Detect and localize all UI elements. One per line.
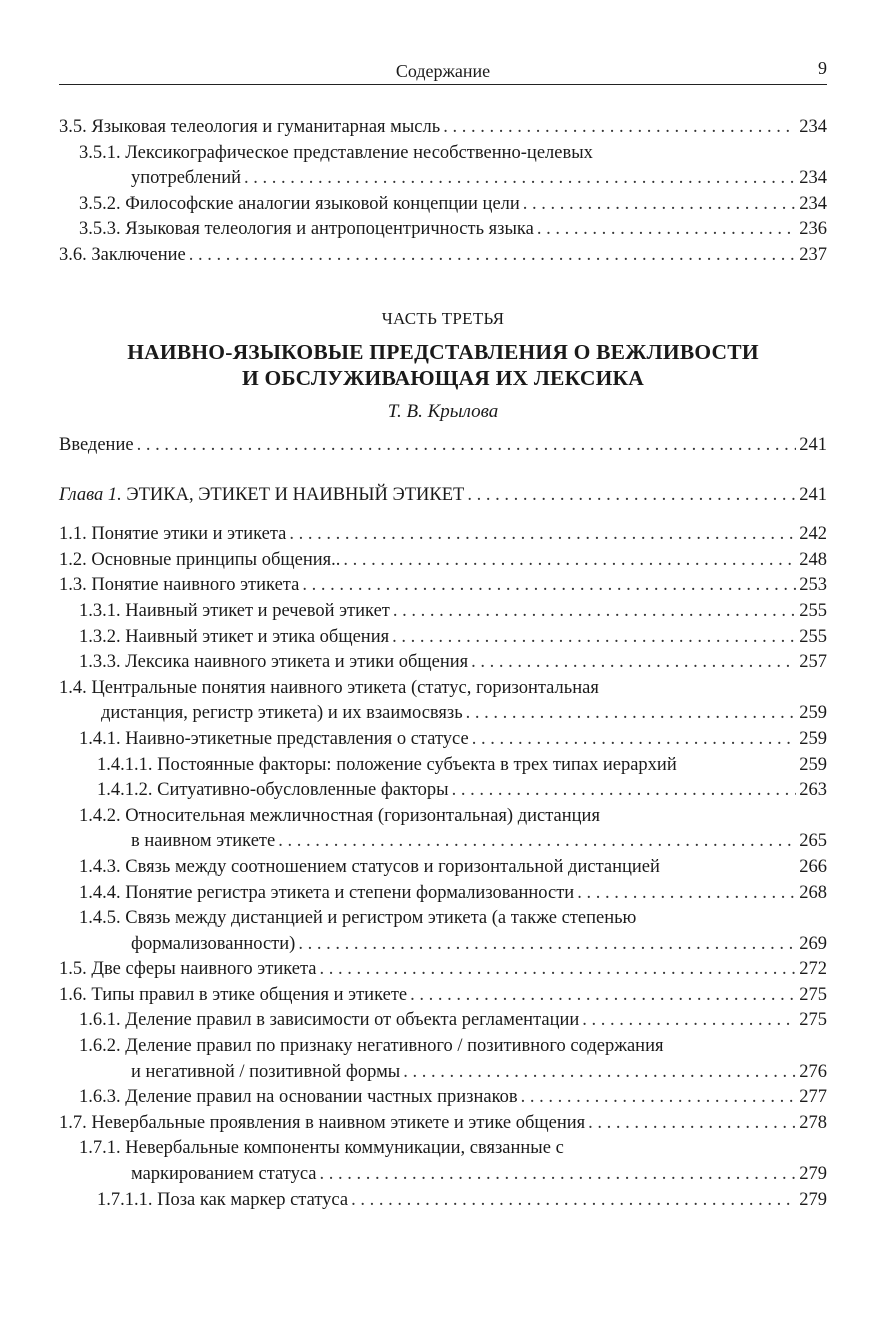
toc-entry[interactable]	[59, 243, 827, 269]
toc-entry[interactable]	[59, 1008, 827, 1034]
toc-entry[interactable]	[59, 650, 827, 676]
part-title-line-1: НАИВНО-ЯЗЫКОВЫЕ ПРЕДСТАВЛЕНИЯ О ВЕЖЛИВОСТИ	[127, 340, 759, 364]
toc-entry-page: 259	[799, 728, 827, 749]
leader-dots	[302, 573, 796, 599]
toc-entry-text: 1.2. Основные принципы общения..	[59, 549, 341, 570]
toc-entry-page: 268	[799, 882, 827, 903]
leader-dots	[403, 1060, 796, 1086]
toc-entry-text-line[interactable]: 1.6.2. Деление правил по признаку негативного / позитивного содержания	[79, 1036, 664, 1057]
toc-part-three	[59, 433, 827, 1213]
toc-entry-text: 1.3. Понятие наивного этикета	[59, 575, 300, 596]
toc-entry[interactable]	[59, 701, 827, 727]
toc-entry[interactable]	[59, 166, 827, 192]
chapter-prefix: Глава 1.	[59, 484, 122, 505]
toc-entry-page: 265	[799, 831, 827, 852]
toc-entry-page: 242	[799, 524, 827, 545]
leader-dots	[393, 599, 796, 625]
leader-dots	[319, 1162, 796, 1188]
toc-entry-text: 1.7.1.1. Поза как маркер статуса	[97, 1189, 349, 1210]
toc-entry-text: 1.6.1. Деление правил в зависимости от объекта регламентации	[79, 1010, 580, 1031]
toc-entry-page: 234	[799, 117, 827, 137]
toc-entry-page: 237	[799, 244, 827, 265]
leader-dots	[189, 243, 797, 269]
toc-entry-page: 276	[799, 1061, 827, 1082]
toc-entry-page: 275	[799, 1010, 827, 1031]
leader-dots	[410, 983, 796, 1009]
part-author: Т. В. Крылова	[387, 401, 499, 422]
toc-entry-text: 1.1. Понятие этики и этикета	[59, 524, 287, 545]
toc-entry-introduction[interactable]	[59, 433, 827, 459]
toc-entry[interactable]	[59, 778, 827, 804]
leader-dots	[392, 625, 796, 651]
toc-entry-text: 1.4.1. Наивно-этикетные представления о статусе	[79, 728, 469, 749]
toc-entry-text: 1.4.4. Понятие регистра этикета и степени формализованности	[79, 882, 575, 903]
leader-dots	[137, 433, 797, 459]
chapter-title: ЭТИКА, ЭТИКЕТ И НАИВНЫЙ ЭТИКЕТ	[126, 484, 465, 505]
toc-entry-text: 1.3.1. Наивный этикет и речевой этикет	[79, 600, 390, 621]
toc-entry[interactable]	[59, 1085, 827, 1111]
toc-entry[interactable]	[59, 522, 827, 548]
toc-entry-page: 279	[799, 1189, 827, 1210]
toc-entry-page: 269	[799, 933, 827, 954]
toc-entry-text: 3.5.2. Философские аналогии языковой концепции цели	[79, 193, 520, 214]
toc-entry-page: 257	[799, 652, 827, 673]
toc-entry-text: и негативной / позитивной формы	[131, 1061, 401, 1082]
toc-entry-page: 241	[799, 484, 827, 505]
leader-dots	[289, 522, 796, 548]
leader-dots	[472, 727, 797, 753]
part-header	[59, 308, 827, 424]
toc-entry[interactable]	[59, 1162, 827, 1188]
leader-dots	[537, 217, 796, 243]
toc-entry-text: 3.5. Языковая телеология и гуманитарная мысль	[59, 117, 441, 137]
toc-entry-text	[59, 483, 467, 509]
toc-entry[interactable]	[59, 881, 827, 907]
toc-entry-page: 255	[799, 626, 827, 647]
running-header	[59, 58, 827, 85]
toc-entry[interactable]	[59, 983, 827, 1009]
spacer	[59, 459, 827, 483]
toc-entry-text: Введение	[59, 435, 134, 455]
toc-entry-text: 1.4.1.1. Постоянные факторы: положение субъекта в трех типах иерархий	[97, 754, 677, 775]
leader-dots	[471, 650, 796, 676]
toc-entry-text-line[interactable]: 1.4.2. Относительная межличностная (горизонтальная) дистанция	[79, 805, 600, 826]
toc-entry-text: 1.4.3. Связь между соотношением статусов и горизонтальной дистанцией	[79, 856, 660, 877]
toc-entry-page: 253	[799, 575, 827, 596]
part-title-line-2: И ОБСЛУЖИВАЮЩАЯ ИХ ЛЕКСИКА	[241, 366, 645, 390]
toc-entry[interactable]	[59, 115, 827, 141]
toc-entry-text: 1.4.1.2. Ситуативно-обусловленные факторы	[97, 780, 449, 801]
toc-entry[interactable]	[59, 727, 827, 753]
toc-entry-text-line[interactable]: 1.7.1. Невербальные компоненты коммуникации, связанные с	[79, 1138, 564, 1159]
leader-dots	[351, 1188, 796, 1214]
toc-entry-text: дистанция, регистр этикета) и их взаимосвязь	[101, 703, 463, 724]
leader-dots	[588, 1111, 796, 1137]
toc-entry-chapter-1[interactable]	[59, 483, 827, 509]
leader-dots	[582, 1008, 796, 1034]
toc-chapter-entries	[59, 522, 827, 1213]
toc-entry-text: маркированием статуса	[131, 1164, 317, 1185]
toc-entry[interactable]	[59, 599, 827, 625]
leader-dots	[244, 166, 796, 192]
toc-entry[interactable]	[59, 957, 827, 983]
toc-entry[interactable]	[59, 1060, 827, 1086]
toc-entry[interactable]	[59, 753, 827, 779]
toc-entry-text: 1.6. Типы правил в этике общения и этикете	[59, 984, 408, 1005]
leader-dots	[452, 778, 797, 804]
toc-entry[interactable]	[59, 1188, 827, 1214]
toc-entry-page: 263	[799, 780, 827, 801]
part-label: ЧАСТЬ ТРЕТЬЯ	[381, 309, 505, 328]
toc-entry[interactable]	[59, 932, 827, 958]
toc-entry-page: 275	[799, 984, 827, 1005]
toc-entry-page: 259	[799, 703, 827, 724]
toc-entry[interactable]	[59, 573, 827, 599]
toc-entry-text-line[interactable]: 1.4. Центральные понятия наивного этикета (статус, горизонтальная	[59, 677, 599, 698]
toc-entry-text: в наивном этикете	[131, 831, 276, 852]
toc-entry-page: 272	[799, 959, 827, 980]
toc-entry[interactable]	[59, 625, 827, 651]
toc-entry-text: формализованности)	[131, 933, 296, 954]
spacer	[59, 508, 827, 522]
toc-entry-text: 3.6. Заключение	[59, 244, 186, 265]
leader-dots	[278, 829, 796, 855]
leader-dots	[443, 115, 796, 141]
toc-entry-text: 1.3.2. Наивный этикет и этика общения	[79, 626, 390, 647]
leader-dots	[298, 932, 796, 958]
toc-entry-page: 255	[799, 600, 827, 621]
toc-entry-text-line[interactable]: 3.5.1. Лексикографическое представление несобственно-целевых	[79, 142, 593, 163]
toc-entry-text: употреблений	[131, 168, 242, 189]
toc-entry-page: 234	[799, 168, 827, 189]
toc-top-section	[59, 115, 827, 269]
running-header-title: Содержание	[395, 61, 491, 81]
leader-dots	[521, 1085, 797, 1111]
toc-entry-page: 279	[799, 1164, 827, 1185]
leader-dots	[466, 701, 797, 727]
toc-entry-page: 277	[799, 1087, 827, 1108]
toc-entry[interactable]	[59, 192, 827, 218]
toc-entry[interactable]	[59, 217, 827, 243]
toc-entry-text-line[interactable]: 1.4.5. Связь между дистанцией и регистром этикета (а также степенью	[79, 908, 637, 929]
leader-dots	[523, 192, 796, 218]
toc-entry-text: 3.5.3. Языковая телеология и антропоцентричность языка	[79, 219, 534, 240]
toc-entry-page: 236	[799, 219, 827, 240]
toc-entry-page: 259	[799, 754, 827, 775]
leader-dots	[577, 881, 796, 907]
toc-entry-page: 241	[799, 435, 827, 455]
toc-entry-text: 1.3.3. Лексика наивного этикета и этики общения	[79, 652, 469, 673]
toc-entry-text: 1.5. Две сферы наивного этикета	[59, 959, 317, 980]
leader-dots	[343, 548, 796, 574]
toc-entry-page: 248	[799, 549, 827, 570]
leader-dots	[319, 957, 796, 983]
toc-entry-page: 266	[799, 856, 827, 877]
toc-entry-page: 234	[799, 193, 827, 214]
toc-entry-text: 1.7. Невербальные проявления в наивном этикете и этике общения	[59, 1112, 586, 1133]
toc-entry[interactable]	[59, 1111, 827, 1137]
toc-entry-text: 1.6.3. Деление правил на основании частных признаков	[79, 1087, 518, 1108]
page-number: 9	[818, 58, 827, 78]
part-title	[59, 339, 827, 391]
toc-entry[interactable]	[59, 548, 827, 574]
toc-entry[interactable]	[59, 829, 827, 855]
toc-entry[interactable]	[59, 855, 827, 881]
leader-dots	[467, 483, 796, 509]
toc-entry-page: 278	[799, 1112, 827, 1133]
